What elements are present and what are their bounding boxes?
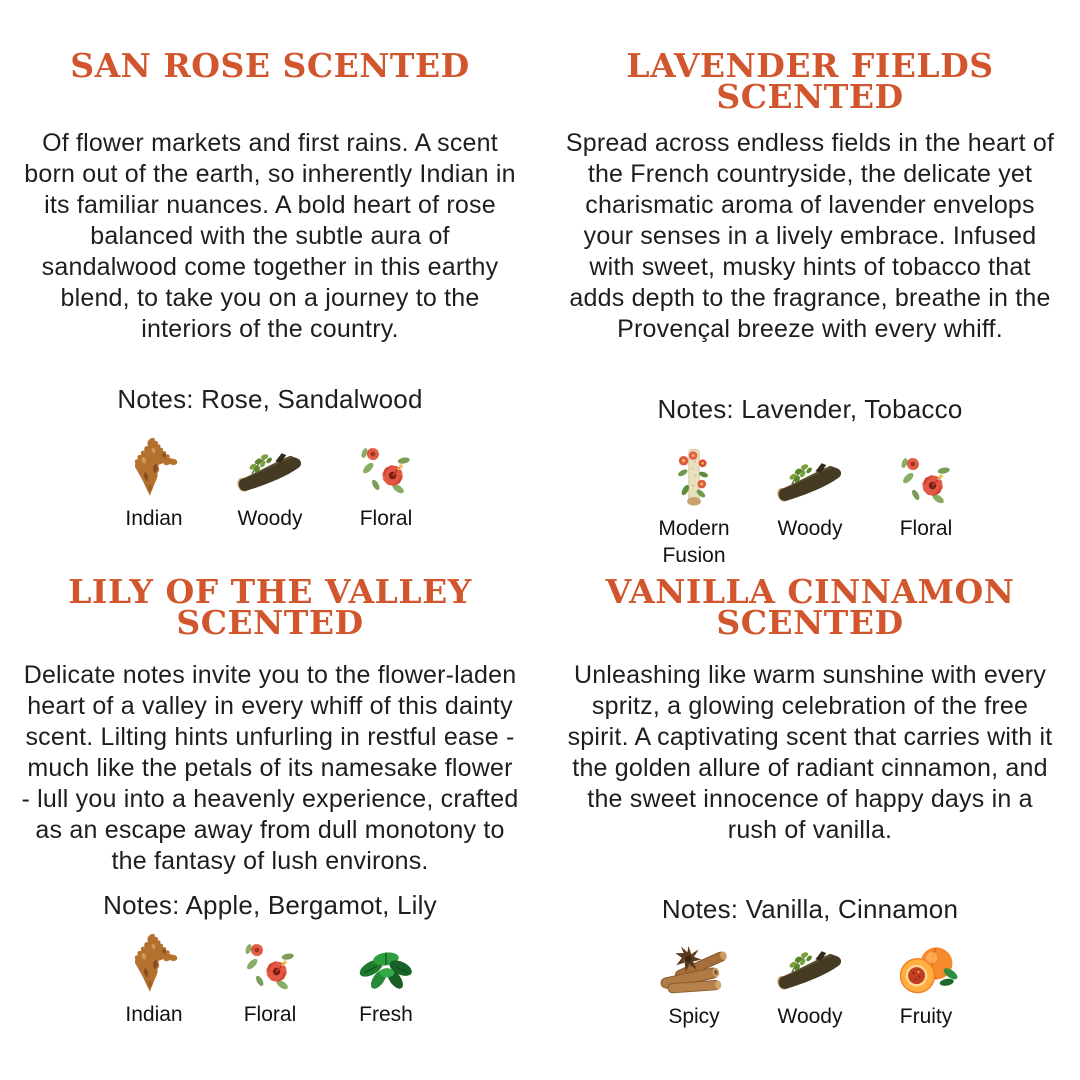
india-map-icon <box>125 434 183 500</box>
wood-branch-icon <box>770 932 850 998</box>
tag-label: Floral <box>899 517 953 540</box>
scent-tag-row <box>0 434 540 532</box>
scent-card-san-rose <box>0 0 540 540</box>
tag-floral <box>220 930 320 1028</box>
card-description: Unleashing like warm sunshine with every spritz, a glowing celebration of the free spirit. A captivating scent that carries with it the golden allure of radiant cinnamon, and the sweet innocence of happy days in a rush of vanilla. <box>567 661 1053 844</box>
card-title: SAN ROSE SCENTED <box>70 46 470 85</box>
scent-tag-row <box>540 932 1080 1030</box>
india-map-icon <box>125 930 183 996</box>
tag-fresh <box>336 930 436 1028</box>
tag-label: Spicy <box>668 1005 720 1028</box>
tag-indian <box>104 434 204 532</box>
cinnamon-sticks-icon <box>653 932 735 998</box>
tag-label: Modern Fusion <box>658 517 730 567</box>
tag-label: Woody <box>237 507 303 530</box>
wood-branch-icon <box>230 434 310 500</box>
card-notes: Notes: Rose, Sandalwood <box>117 384 423 414</box>
tag-spicy <box>644 932 744 1030</box>
hibiscus-flowers-icon <box>897 444 955 510</box>
tag-label: Floral <box>243 1003 297 1026</box>
modern-fusion-icon <box>673 444 715 510</box>
tag-fruity <box>876 932 976 1030</box>
tag-label: Indian <box>125 507 183 530</box>
card-description: Spread across endless fields in the heart of the French countryside, the delicate yet charismatic aroma of lavender envelops your senses in a lively embrace. Infused with sweet, musky hints of tobacco that adds depth to the fragrance, breathe in the Provençal breeze with every whiff. <box>565 129 1055 343</box>
hibiscus-flowers-icon <box>241 930 299 996</box>
scent-card-lavender-fields <box>540 0 1080 567</box>
tag-label: Woody <box>777 1005 843 1028</box>
card-notes: Notes: Apple, Bergamot, Lily <box>103 890 437 920</box>
card-description: Of flower markets and first rains. A scent born out of the earth, so inherently Indian in its familiar nuances. A bold heart of rose balanced with the subtle aura of sandalwood come together in this earthy blend, to take you on a journey to the interiors of the country. <box>24 129 516 343</box>
tag-label: Woody <box>777 517 843 540</box>
peach-fruit-icon <box>893 932 959 998</box>
tag-label: Fresh <box>359 1003 413 1026</box>
scent-tag-row <box>0 930 540 1028</box>
card-notes: Notes: Lavender, Tobacco <box>657 394 963 424</box>
wood-branch-icon <box>770 444 850 510</box>
tag-woody <box>760 932 860 1030</box>
card-description: Delicate notes invite you to the flower-laden heart of a valley in every whiff of this dainty scent. Lilting hints unfurling in restful ease - much like the petals of its namesake flower - lull you into a heavenly experience, crafted as an escape away from dull monotony to the fantasy of lush environs. <box>21 661 519 875</box>
card-title: LAVENDER FIELDS SCENTED <box>626 46 994 117</box>
tag-woody <box>220 434 320 532</box>
card-title: LILY OF THE VALLEY SCENTED <box>68 572 472 643</box>
hibiscus-flowers-icon <box>357 434 415 500</box>
fresh-leaves-icon <box>353 930 419 996</box>
card-title: VANILLA CINNAMON SCENTED <box>605 572 1015 643</box>
tag-floral <box>336 434 436 532</box>
card-notes: Notes: Vanilla, Cinnamon <box>661 894 959 924</box>
tag-label: Indian <box>125 1003 183 1026</box>
tag-label: Floral <box>359 507 413 530</box>
scent-card-lily-of-the-valley <box>0 540 540 1080</box>
tag-label: Fruity <box>899 1005 953 1028</box>
tag-indian <box>104 930 204 1028</box>
scent-card-vanilla-cinnamon <box>540 540 1080 1080</box>
